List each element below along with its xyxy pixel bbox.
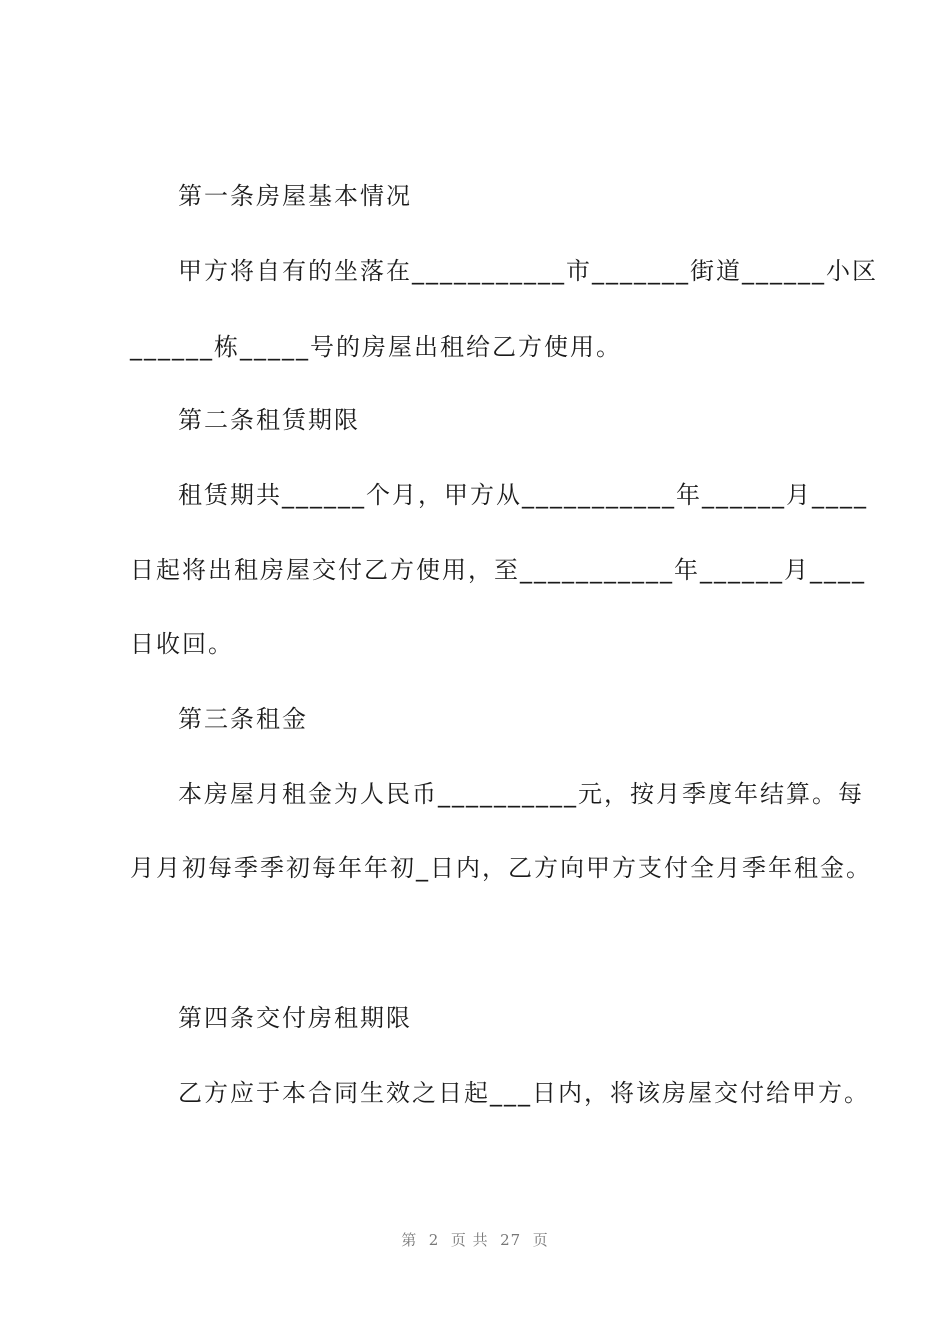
article1-text-line1: 甲方将自有的坐落在___________市_______街道______小区 (178, 257, 878, 285)
article4-text-line1: 乙方应于本合同生效之日起___日内，将该房屋交付给甲方。 (178, 1079, 870, 1107)
article2-text-line1: 租赁期共______个月，甲方从___________年______月____ (178, 481, 868, 509)
page-number-footer: 第 2 页 共 27 页 (401, 1231, 549, 1249)
article3-heading: 第三条租金 (178, 705, 308, 733)
article2-text-line3: 日收回。 (130, 630, 234, 658)
article4-heading: 第四条交付房租期限 (178, 1004, 412, 1032)
article1-heading: 第一条房屋基本情况 (178, 182, 412, 210)
article1-text-line2: ______栋_____号的房屋出租给乙方使用。 (130, 333, 622, 361)
article2-text-line2: 日起将出租房屋交付乙方使用，至___________年______月____ (130, 556, 866, 584)
article3-text-line2: 月月初每季季初每年年初_日内，乙方向甲方支付全月季年租金。 (130, 854, 872, 882)
article2-heading: 第二条租赁期限 (178, 406, 360, 434)
article3-text-line1: 本房屋月租金为人民币__________元，按月季度年结算。每 (178, 780, 864, 808)
